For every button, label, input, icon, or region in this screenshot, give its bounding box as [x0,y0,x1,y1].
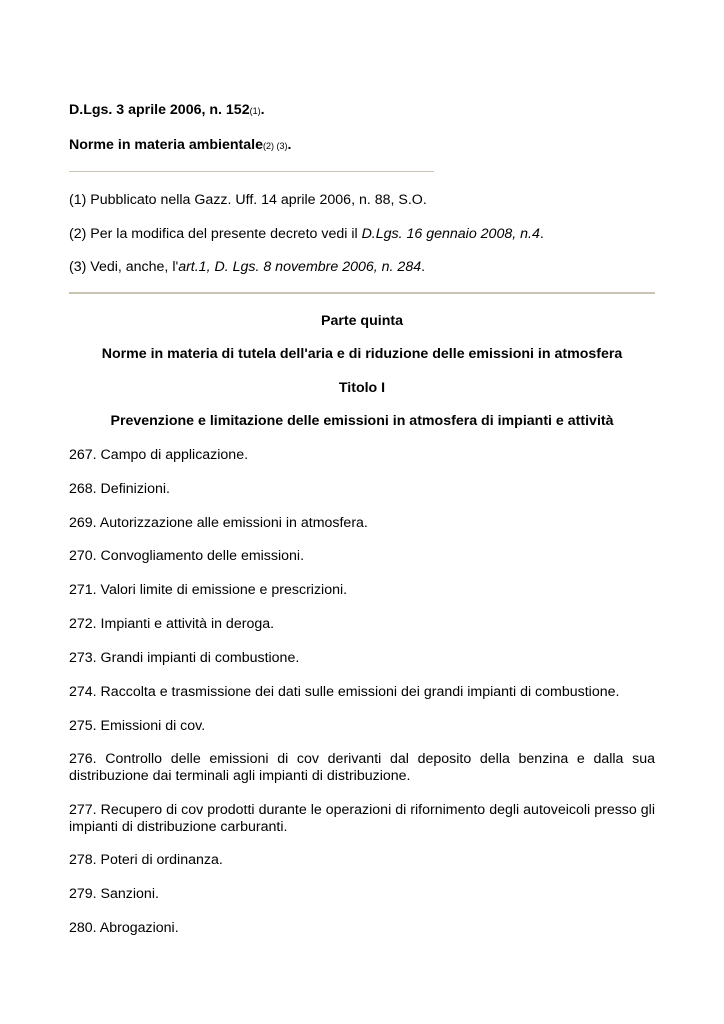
part-heading: Parte quinta [321,313,403,329]
title-subheading: Prevenzione e limitazione delle emissioni in atmosfera di impianti e attività [110,413,614,429]
title-heading: Titolo I [338,380,386,396]
decree-title [69,102,265,120]
article-279[interactable]: 279. Sanzioni. [69,886,159,902]
article-280[interactable]: 280. Abrogazioni. [69,920,179,936]
article-275[interactable]: 275. Emissioni di cov. [69,718,206,734]
article-270[interactable]: 270. Convogliamento delle emissioni. [69,548,305,564]
article-273[interactable]: 273. Grandi impianti di combustione. [69,650,300,666]
footnote-3-suffix: . [421,259,426,275]
footnote-2-prefix: (2) Per la modifica del presente decreto vedi il [69,226,362,242]
part-title: Norme in materia di tutela dell'aria e di riduzione delle emissioni in atmosfera [101,346,623,362]
footnote-ref-1[interactable]: (1) [249,106,261,116]
footnote-2-suffix: . [539,226,544,242]
footnote-2 [69,226,544,243]
decree-title-end: . [260,102,265,118]
footnote-1: (1) Pubblicato nella Gazz. Uff. 14 aprile 2006, n. 88, S.O. [69,192,427,208]
decree-subject [69,137,291,155]
section-divider [69,292,655,294]
footnote-2-link[interactable]: D.Lgs. 16 gennaio 2008, n.4 [361,226,540,242]
decree-subject-end: . [287,137,292,153]
footnote-3 [69,259,425,276]
decree-title-text: D.Lgs. 3 aprile 2006, n. 152 [69,102,250,118]
article-271[interactable]: 271. Valori limite di emissione e prescrizioni. [69,582,348,598]
article-272[interactable]: 272. Impianti e attività in deroga. [69,616,275,632]
footnote-3-prefix: (3) Vedi, anche, l' [69,259,179,275]
article-269[interactable]: 269. Autorizzazione alle emissioni in atmosfera. [69,515,368,531]
article-276[interactable]: 276. Controllo delle emissioni di cov derivanti dal deposito della benzina e dalla sua distribuzione dai terminali agli impianti di distribuzione. [69,751,655,784]
article-268[interactable]: 268. Definizioni. [69,481,170,497]
footnote-3-link[interactable]: art.1, D. Lgs. 8 novembre 2006, n. 284 [178,259,422,275]
footnote-ref-2-3[interactable]: (2) (3) [262,141,288,151]
article-277[interactable]: 277. Recupero di cov prodotti durante le operazioni di rifornimento degli autoveicoli presso gli impianti di distribuzione carburanti. [69,802,655,835]
article-278[interactable]: 278. Poteri di ordinanza. [69,852,223,868]
footnote-divider [69,171,434,172]
article-274[interactable]: 274. Raccolta e trasmissione dei dati sulle emissioni dei grandi impianti di combustione. [69,684,620,700]
article-267[interactable]: 267. Campo di applicazione. [69,447,249,463]
decree-subject-text: Norme in materia ambientale [69,137,263,153]
